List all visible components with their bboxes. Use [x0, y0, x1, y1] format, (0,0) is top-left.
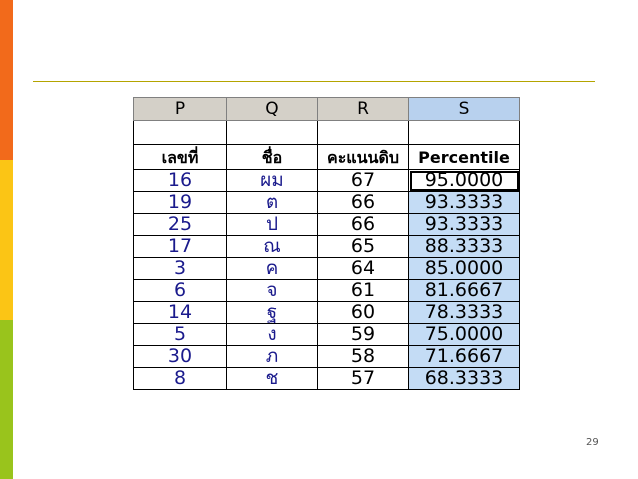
- cell-percentile-active[interactable]: 95.0000: [409, 170, 520, 192]
- cell-percentile[interactable]: 93.3333: [409, 192, 520, 214]
- table-row: [134, 280, 520, 302]
- cell-score[interactable]: 57: [318, 368, 409, 390]
- table-row: [134, 236, 520, 258]
- table-row: [134, 346, 520, 368]
- cell-score[interactable]: 65: [318, 236, 409, 258]
- side-accent-yellow: [0, 160, 13, 320]
- cell[interactable]: [134, 121, 227, 145]
- column-header-s[interactable]: S: [409, 98, 520, 121]
- cell-score[interactable]: 60: [318, 302, 409, 324]
- header-name[interactable]: ชื่อ: [227, 145, 318, 170]
- cell-score[interactable]: 64: [318, 258, 409, 280]
- cell[interactable]: [409, 121, 520, 145]
- column-header-q[interactable]: Q: [227, 98, 318, 121]
- cell-id[interactable]: 25: [134, 214, 227, 236]
- table-row: [134, 170, 520, 192]
- cell-name[interactable]: ป: [227, 214, 318, 236]
- cell-id[interactable]: 14: [134, 302, 227, 324]
- table-row: [134, 368, 520, 390]
- cell-id[interactable]: 19: [134, 192, 227, 214]
- cell-percentile[interactable]: 88.3333: [409, 236, 520, 258]
- cell-score[interactable]: 58: [318, 346, 409, 368]
- table-row: [134, 258, 520, 280]
- cell-id[interactable]: 5: [134, 324, 227, 346]
- cell[interactable]: [227, 121, 318, 145]
- slide-number: 29: [586, 437, 599, 448]
- cell-id[interactable]: 30: [134, 346, 227, 368]
- table-header-row: [134, 145, 520, 170]
- column-header-r[interactable]: R: [318, 98, 409, 121]
- cell-percentile[interactable]: 68.3333: [409, 368, 520, 390]
- cell-id[interactable]: 6: [134, 280, 227, 302]
- title-divider: [33, 81, 595, 82]
- side-accent-green: [0, 320, 13, 479]
- cell-id[interactable]: 17: [134, 236, 227, 258]
- header-id[interactable]: เลขที่: [134, 145, 227, 170]
- cell-percentile[interactable]: 81.6667: [409, 280, 520, 302]
- cell-id[interactable]: 16: [134, 170, 227, 192]
- cell-name[interactable]: ฐ: [227, 302, 318, 324]
- cell-name[interactable]: ช: [227, 368, 318, 390]
- cell-score[interactable]: 66: [318, 214, 409, 236]
- cell-id[interactable]: 3: [134, 258, 227, 280]
- table-row: [134, 214, 520, 236]
- cell-score[interactable]: 67: [318, 170, 409, 192]
- cell-percentile[interactable]: 71.6667: [409, 346, 520, 368]
- cell-percentile[interactable]: 85.0000: [409, 258, 520, 280]
- cell[interactable]: [318, 121, 409, 145]
- header-score[interactable]: คะแนนดิบ: [318, 145, 409, 170]
- cell-name[interactable]: ผม: [227, 170, 318, 192]
- cell-name[interactable]: ต: [227, 192, 318, 214]
- header-percentile[interactable]: Percentile: [409, 145, 520, 170]
- side-accent-orange: [0, 0, 13, 160]
- cell-score[interactable]: 59: [318, 324, 409, 346]
- cell-score[interactable]: 66: [318, 192, 409, 214]
- column-header-row: [134, 98, 520, 121]
- cell-name[interactable]: ค: [227, 258, 318, 280]
- cell-score[interactable]: 61: [318, 280, 409, 302]
- table-row: [134, 302, 520, 324]
- cell-percentile[interactable]: 93.3333: [409, 214, 520, 236]
- column-header-p[interactable]: P: [134, 98, 227, 121]
- cell-name[interactable]: ง: [227, 324, 318, 346]
- cell-name[interactable]: ภ: [227, 346, 318, 368]
- cell-percentile[interactable]: 78.3333: [409, 302, 520, 324]
- blank-row: [134, 121, 520, 145]
- table-row: [134, 192, 520, 214]
- cell-name[interactable]: จ: [227, 280, 318, 302]
- table-row: [134, 324, 520, 346]
- spreadsheet-table: [133, 97, 520, 390]
- cell-name[interactable]: ณ: [227, 236, 318, 258]
- cell-id[interactable]: 8: [134, 368, 227, 390]
- cell-percentile[interactable]: 75.0000: [409, 324, 520, 346]
